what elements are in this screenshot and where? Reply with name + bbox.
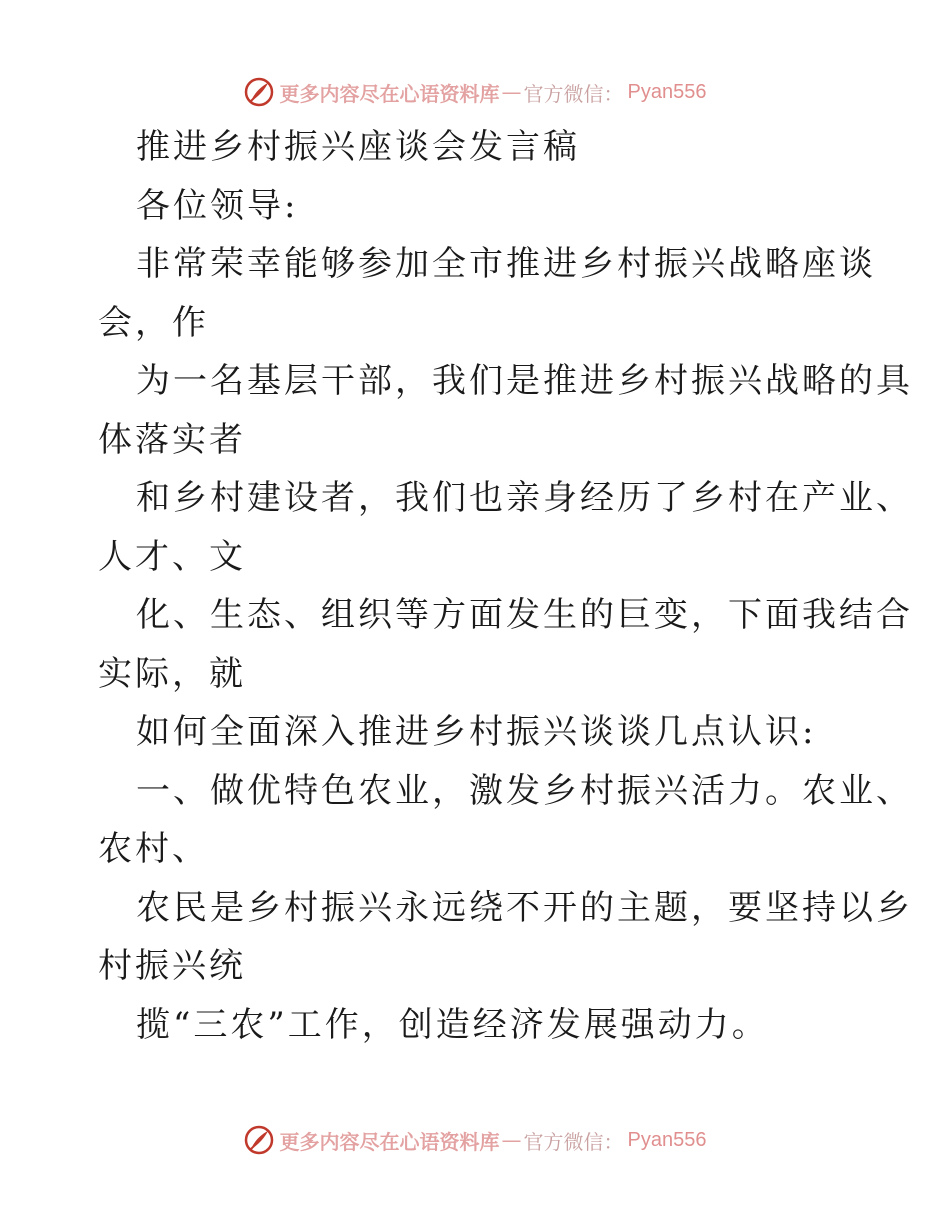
text-line: 农民是乡村振兴永远绕不开的主题，要坚持以乡 <box>136 887 913 928</box>
feather-pen-logo-icon <box>244 1125 274 1155</box>
text-line: 会，作 <box>98 302 209 343</box>
text-line: 一、做优特色农业，激发乡村振兴活力。农业、 <box>136 770 913 811</box>
footer-watermark <box>0 1120 950 1160</box>
text-line: 各位领导: <box>136 185 299 226</box>
text-line: 为一名基层干部，我们是推进乡村振兴战略的具 <box>136 361 913 401</box>
text-line: 和乡村建设者，我们也亲身经历了乡村在产业、 <box>136 478 913 518</box>
text-line: 如何全面深入推进乡村振兴谈谈几点认识: <box>136 712 817 752</box>
text-line: 揽“三农”工作，创造经济发展强动力。 <box>136 1004 769 1045</box>
text-line: 农村、 <box>98 829 209 869</box>
document-title: 推进乡村振兴座谈会发言稿 <box>136 127 580 167</box>
text-line: 实际，就 <box>98 653 246 694</box>
watermark-wechat-label: 官方微信： <box>523 81 624 106</box>
text-line: 化、生态、组织等方面发生的巨变，下面我结合 <box>136 595 913 635</box>
watermark-separator: — <box>501 1128 522 1152</box>
feather-pen-logo-icon <box>244 77 274 107</box>
text-line: 体落实者 <box>98 419 246 460</box>
text-line: 非常荣幸能够参加全市推进乡村振兴战略座谈 <box>136 244 876 284</box>
text-line: 人才、文 <box>98 536 246 577</box>
watermark-wechat-id: Pyan556 <box>627 1128 707 1151</box>
header-watermark <box>0 72 950 112</box>
watermark-main-text: 更多内容尽在心语资料库 <box>279 1129 500 1154</box>
watermark-wechat-id: Pyan556 <box>627 80 707 103</box>
watermark-wechat-label: 官方微信： <box>523 1129 624 1154</box>
text-line: 村振兴统 <box>98 946 246 986</box>
document-body <box>98 118 913 1054</box>
watermark-separator: — <box>501 80 522 104</box>
watermark-main-text: 更多内容尽在心语资料库 <box>279 81 500 106</box>
